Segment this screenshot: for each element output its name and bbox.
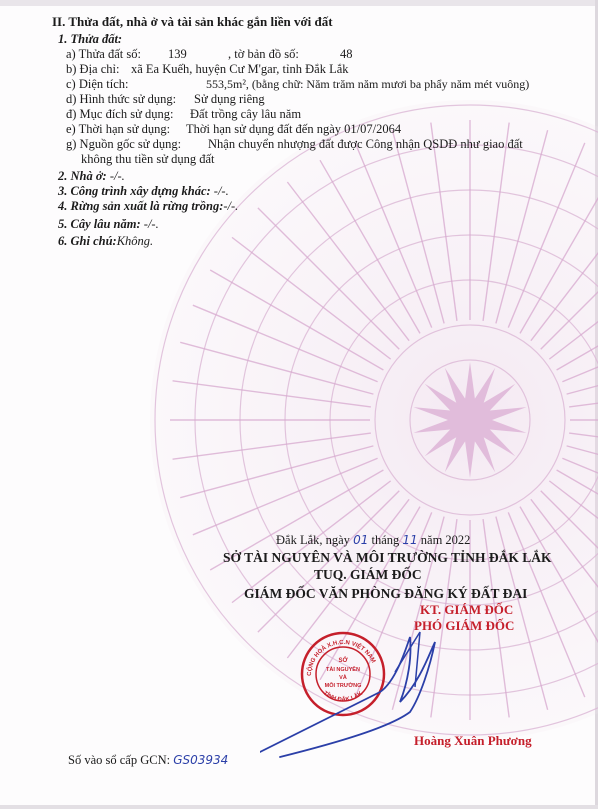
- address-value: xã Ea Kuếh, huyện Cư M'gar, tỉnh Đắk Lắk: [131, 62, 349, 76]
- use-form-label: d) Hình thức sử dụng:: [66, 92, 177, 106]
- registry-value: GS03934: [173, 753, 229, 767]
- date-month-label: tháng: [371, 533, 400, 547]
- use-term-label: e) Thời hạn sử dụng:: [66, 122, 171, 136]
- planted-forest-value: -/-.: [223, 199, 239, 213]
- perennial-trees-value: -/-.: [143, 217, 159, 231]
- deputy-director: PHÓ GIÁM ĐỐC: [414, 618, 515, 633]
- other-works-value: -/-.: [213, 184, 229, 198]
- kt-director: KT. GIÁM ĐỐC: [420, 602, 514, 617]
- origin-value-line2: không thu tiền sử dụng đất: [81, 152, 215, 166]
- seal-center-2: TÀI NGUYÊN: [326, 667, 360, 673]
- seal-top-text: CỘNG HOÀ X.H.C.N VIỆT NAM: [306, 639, 376, 677]
- use-purpose-value: Đất trồng cây lâu năm: [190, 107, 302, 121]
- date-day: 01: [353, 533, 369, 547]
- registry-number-line: [68, 753, 228, 768]
- house-label: 2. Nhà ở:: [58, 169, 107, 183]
- signer-name: Hoàng Xuân Phương: [414, 733, 532, 748]
- notes-value: Không.: [116, 234, 154, 248]
- issuing-authority: SỞ TÀI NGUYÊN VÀ MÔI TRƯỜNG TỈNH ĐẮK LẮK: [223, 550, 552, 565]
- perennial-trees-label: 5. Cây lâu năm:: [58, 217, 141, 231]
- registry-label: Số vào sổ cấp GCN:: [68, 753, 171, 767]
- date-month: 11: [402, 533, 418, 547]
- use-purpose-label: đ) Mục đích sử dụng:: [66, 107, 174, 121]
- house-value: -/-.: [109, 169, 125, 183]
- use-form-value: Sử dụng riêng: [194, 92, 265, 106]
- parcel-number-value: 139: [168, 47, 187, 61]
- seal-center-1: SỞ: [338, 658, 348, 664]
- land-heading: 1. Thửa đất:: [58, 32, 123, 46]
- address-label: b) Địa chỉ:: [66, 62, 120, 76]
- origin-label: g) Nguồn gốc sử dụng:: [66, 137, 182, 151]
- notes-label: 6. Ghi chú:: [58, 234, 117, 248]
- seal-center-3: VÀ: [339, 675, 347, 681]
- date-year: năm 2022: [420, 533, 471, 547]
- other-works-label: 3. Công trình xây dựng khác:: [58, 184, 211, 198]
- use-term-value: Thời hạn sử dụng đất đến ngày 01/07/2064: [186, 122, 402, 136]
- date-prefix: Đắk Lắk, ngày: [276, 533, 350, 547]
- section-title: II. Thửa đất, nhà ở và tài sản khác gắn liền với đất: [52, 14, 333, 29]
- area-value: 553,5m², (bằng chữ: Năm trăm năm mươi ba phẩy năm mét vuông): [206, 77, 530, 91]
- issue-date-line: [276, 533, 470, 548]
- seal-center-4: MÔI TRƯỜNG: [324, 683, 362, 689]
- registration-office-director: GIÁM ĐỐC VĂN PHÒNG ĐĂNG KÝ ĐẤT ĐAI: [244, 586, 528, 601]
- tuq-director: TUQ. GIÁM ĐỐC: [314, 567, 422, 582]
- map-sheet-value: 48: [340, 47, 353, 61]
- map-sheet-label: , tờ bản đồ số:: [228, 47, 299, 61]
- planted-forest-label: 4. Rừng sản xuất là rừng trồng:: [58, 199, 224, 213]
- seal-bottom-text: TỈNH ĐẮK LẮK: [321, 690, 364, 704]
- origin-value-line1: Nhận chuyển nhượng đất được Công nhận QSDĐ như giao đất: [208, 137, 523, 151]
- parcel-number-label: a) Thửa đất số:: [66, 47, 141, 61]
- area-label: c) Diện tích:: [66, 77, 129, 91]
